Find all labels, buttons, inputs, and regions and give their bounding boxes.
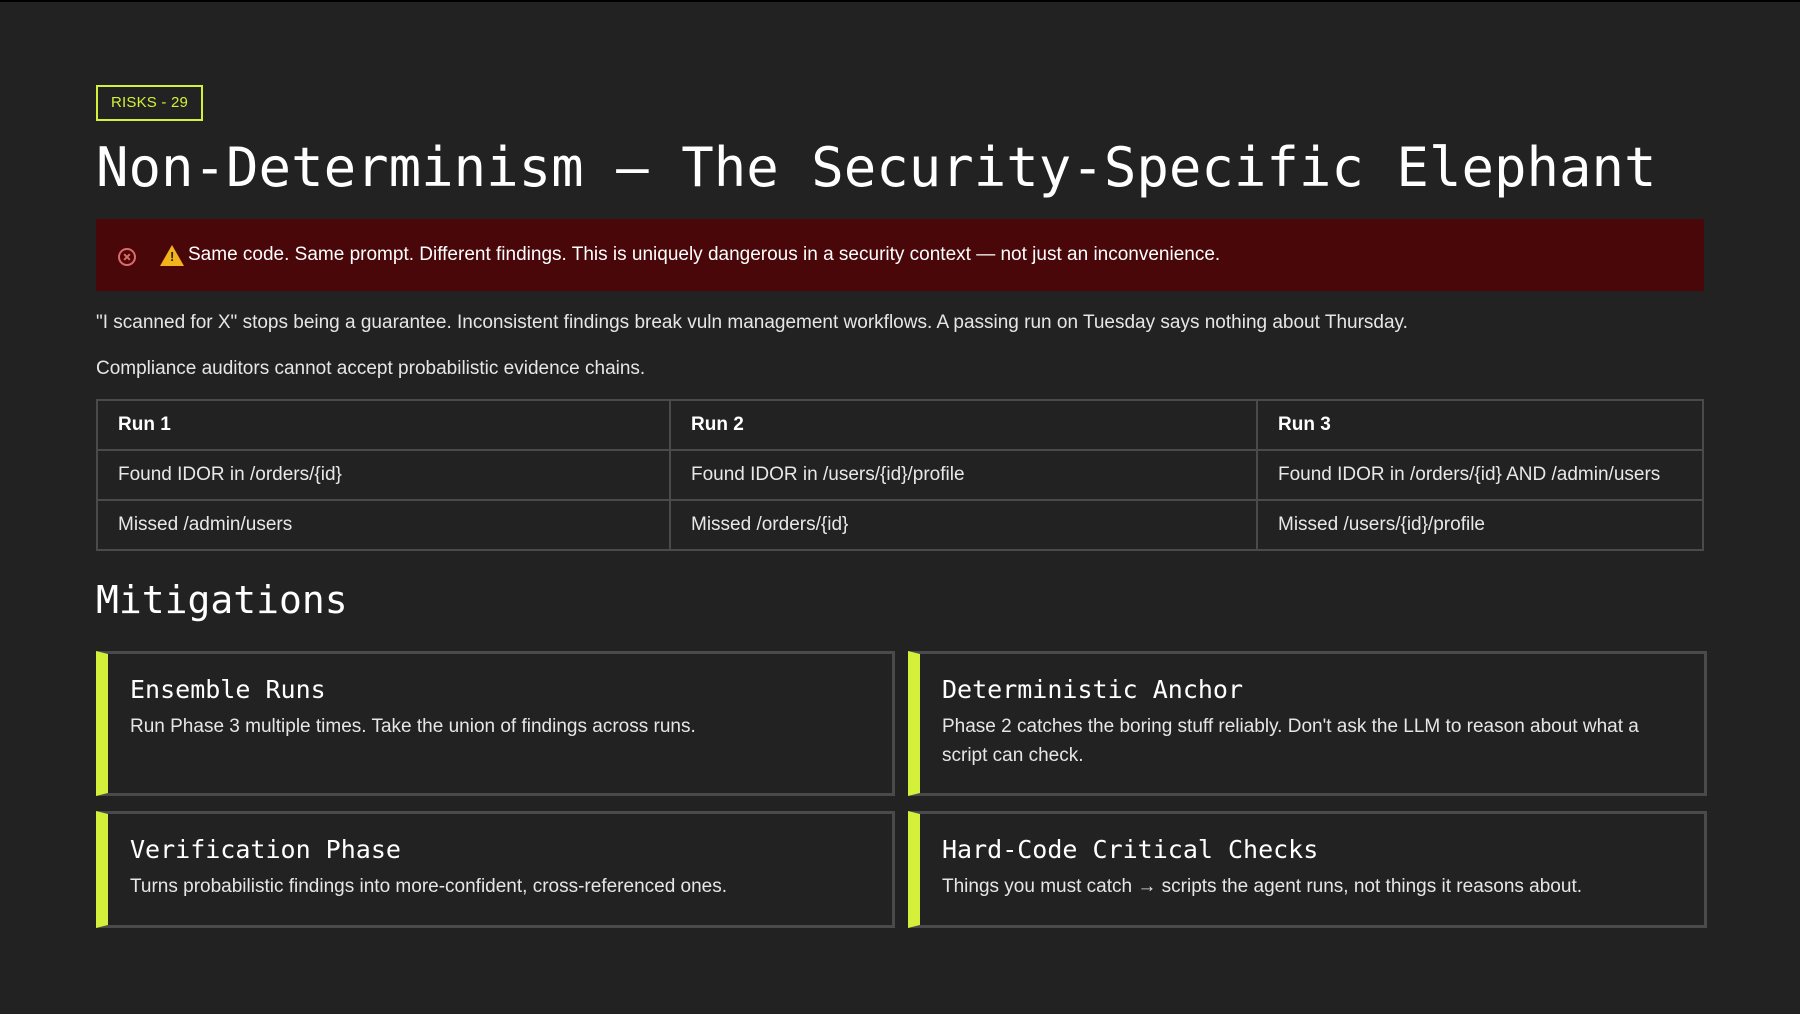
table-row: [97, 500, 1703, 550]
runs-table: [96, 399, 1704, 551]
mitigations-heading: Mitigations: [96, 578, 348, 622]
card-title: Ensemble Runs: [130, 675, 326, 704]
table-cell: Found IDOR in /orders/{id}: [97, 450, 670, 500]
table-header-run-2: Run 2: [670, 400, 1257, 450]
card-description: Turns probabilistic findings into more-confident, cross-referenced ones.: [130, 876, 728, 897]
circle-x-icon: [118, 248, 136, 266]
card-description: Phase 2 catches the boring stuff reliably. Don't ask the LLM to reason about what a script can check.: [942, 716, 1639, 766]
table-header-run-1: Run 1: [97, 400, 670, 450]
mitigation-card-ensemble-runs: [96, 651, 895, 796]
card-description: Things you must catch → scripts the agent runs, not things it reasons about.: [942, 876, 1582, 897]
mitigation-card-deterministic-anchor: [908, 651, 1707, 796]
alert-banner: [96, 219, 1704, 291]
alert-text: Same code. Same prompt. Different findings. This is uniquely dangerous in a security context — not just an inconvenience.: [188, 244, 1221, 265]
page-title: Non-Determinism — The Security-Specific Elephant: [96, 136, 1657, 199]
compliance-paragraph: Compliance auditors cannot accept probabilistic evidence chains.: [96, 358, 646, 379]
table-cell: Missed /orders/{id}: [670, 500, 1257, 550]
table-cell: Found IDOR in /users/{id}/profile: [670, 450, 1257, 500]
mitigation-card-hard-code-critical-checks: [908, 811, 1707, 928]
warning-triangle-icon: !: [160, 245, 184, 266]
table-row: [97, 450, 1703, 500]
mitigation-cards: [96, 651, 1704, 928]
intro-paragraph: "I scanned for X" stops being a guarantee. Inconsistent findings break vuln management workflows. A passing run on Tuesday says nothing about Thursday.: [96, 312, 1408, 333]
slide: [96, 85, 1704, 928]
table-cell: Found IDOR in /orders/{id} AND /admin/users: [1257, 450, 1703, 500]
mitigation-card-verification-phase: [96, 811, 895, 928]
section-badge: RISKS - 29: [96, 85, 203, 121]
table-cell: Missed /users/{id}/profile: [1257, 500, 1703, 550]
table-header-row: [97, 400, 1703, 450]
table-header-run-3: Run 3: [1257, 400, 1703, 450]
top-border: [0, 0, 1800, 2]
table-cell: Missed /admin/users: [97, 500, 670, 550]
card-title: Hard-Code Critical Checks: [942, 835, 1319, 864]
card-description: Run Phase 3 multiple times. Take the union of findings across runs.: [130, 716, 696, 737]
card-title: Verification Phase: [130, 835, 401, 864]
card-title: Deterministic Anchor: [942, 675, 1244, 704]
